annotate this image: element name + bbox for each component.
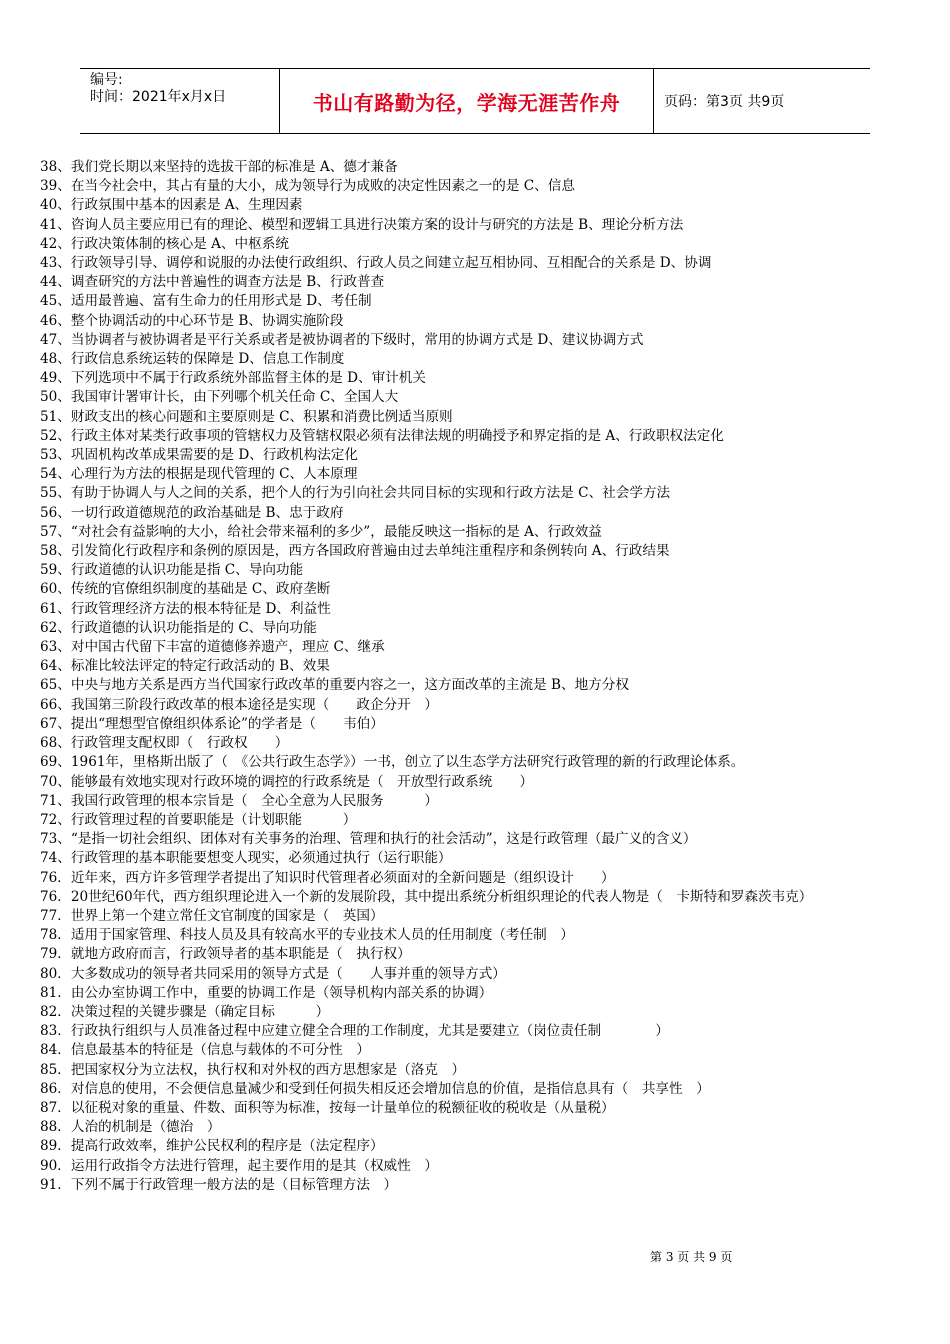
question-line: 66、我国第三阶段行政改革的根本途径是实现（ 政企分开 ） (40, 696, 438, 713)
question-line: 58、引发简化行政程序和条例的原因是，西方各国政府普遍由过去单纯注重程序和条例转向 A、行政结果 (40, 543, 670, 560)
question-line: 45、适用最普遍、富有生命力的任用形式是 D、考任制 (40, 293, 372, 310)
question-line: 88．人治的机制是（德治 ） (40, 1119, 221, 1136)
question-line: 71、我国行政管理的根本宗旨是（ 全心全意为人民服务 ） (40, 792, 438, 809)
question-line: 84．信息最基本的特征是（信息与载体的不可分性 ） (40, 1042, 370, 1059)
question-line: 68、行政管理支配权即（ 行政权 ） (40, 735, 289, 752)
question-line: 46、整个协调活动的中心环节是 B、协调实施阶段 (40, 312, 344, 329)
question-line: 64、标准比较法评定的特定行政活动的 B、效果 (40, 658, 330, 675)
question-line: 74、行政管理的基本职能要想变人现实，必须通过执行（运行职能） (40, 850, 452, 867)
question-line: 54、心理行为方法的根据是现代管理的 C、人本原理 (40, 466, 358, 483)
header-motto: 书山有路勤为径，学海无涯苦作舟 (280, 69, 654, 133)
question-line: 72、行政管理过程的首要职能是（计划职能 ） (40, 811, 357, 828)
question-line: 70、能够最有效地实现对行政环境的调控的行政系统是（ 开放型行政系统 ） (40, 773, 534, 790)
question-line: 81．由公办室协调工作中，重要的协调工作是（领导机构内部关系的协调） (40, 984, 493, 1001)
question-line: 51、财政支出的核心问题和主要原则是 C、积累和消费比例适当原则 (40, 408, 453, 425)
question-line: 59、行政道德的认识功能是指 C、导向功能 (40, 562, 304, 579)
question-line: 40、行政氛围中基本的因素是 A、生理因素 (40, 197, 303, 214)
question-line: 48、行政信息系统运转的保障是 D、信息工作制度 (40, 351, 345, 368)
question-line: 50、我国审计署审计长，由下列哪个机关任命 C、全国人大 (40, 389, 399, 406)
header-page-info: 页码：第3页 共9页 (664, 94, 785, 110)
question-line: 76．近年来，西方许多管理学者提出了知识时代管理者必须面对的全新问题是（组织设计 ） (40, 869, 615, 886)
question-line: 49、下列选项中不属于行政系统外部监督主体的是 D、审计机关 (40, 370, 426, 387)
question-line: 61、行政管理经济方法的根本特征是 D、利益性 (40, 600, 331, 617)
question-line: 80．大多数成功的领导者共同采用的领导方式是（ 人事并重的领导方式） (40, 965, 506, 982)
question-line: 39、在当今社会中，其占有量的大小，成为领导行为成败的决定性因素之一的是 C、信息 (40, 178, 575, 195)
question-line: 53、巩固机构改革成果需要的是 D、行政机构法定化 (40, 447, 358, 464)
serial-label: 编号: (90, 72, 123, 88)
question-line: 56、一切行政道德规范的政治基础是 B、忠于政府 (40, 504, 344, 521)
question-line: 82．决策过程的关键步骤是（确定目标 ） (40, 1003, 330, 1020)
question-line: 47、当协调者与被协调者是平行关系或者是被协调者的下级时，常用的协调方式是 D、建议协调方式 (40, 331, 644, 348)
question-line: 55、有助于协调人与人之间的关系，把个人的行为引向社会共同目标的实现和行政方法是 C、社会学方法 (40, 485, 671, 502)
page-header (80, 68, 870, 134)
question-line: 79．就地方政府而言，行政领导者的基本职能是（ 执行权） (40, 946, 411, 963)
question-line: 52、行政主体对某类行政事项的管辖权力及管辖权限必须有法律法规的明确授予和界定指的是 A、行政职权法定化 (40, 427, 724, 444)
question-line: 67、提出“理想型官僚组织体系论”的学者是（ 韦伯） (40, 715, 384, 732)
question-line: 63、对中国古代留下丰富的道德修养遗产，理应 C、继承 (40, 639, 385, 656)
time-label: 时间：2021年x月x日 (90, 89, 227, 105)
question-line: 85．把国家权分为立法权，执行权和对外权的西方思想家是（洛克 ） (40, 1061, 466, 1078)
question-line: 65、中央与地方关系是西方当代国家行政改革的重要内容之一，这方面改革的主流是 B、地方分权 (40, 677, 629, 694)
question-line: 62、行政道德的认识功能指是的 C、导向功能 (40, 619, 317, 636)
question-line: 42、行政决策体制的核心是 A、中枢系统 (40, 235, 289, 252)
question-line: 89．提高行政效率，维护公民权利的程序是（法定程序） (40, 1138, 384, 1155)
question-line: 43、行政领导引导、调停和说服的办法使行政组织、行政人员之间建立起互相协同、互相配合的关系是 D、协调 (40, 255, 712, 272)
question-line: 69、1961年，里格斯出版了（ 《公共行政生态学》）一书，创立了以生态学方法研究行政管理的新的行政理论体系。 (40, 754, 745, 771)
question-line: 41、咨询人员主要应用已有的理论、模型和逻辑工具进行决策方案的设计与研究的方法是 B、理论分析方法 (40, 216, 684, 233)
question-line: 38、我们党长期以来坚持的选拔干部的标准是 A、德才兼备 (40, 159, 398, 175)
question-line: 60、传统的官僚组织制度的基础是 C、政府垄断 (40, 581, 331, 598)
question-line: 91．下列不属于行政管理一般方法的是（目标管理方法 ） (40, 1176, 398, 1193)
question-line: 77．世界上第一个建立常任文官制度的国家是（ 英国） (40, 907, 384, 924)
header-left-cell (80, 69, 280, 133)
question-line: 44、调查研究的方法中普遍性的调查方法是 B、行政普查 (40, 274, 385, 291)
question-line: 86．对信息的使用，不会便信息量减少和受到任何损失相反还会增加信息的价值，是指信息具有（ 共享性 ） (40, 1080, 710, 1097)
question-line: 73、“是指一切社会组织、团体对有关事务的治理、管理和执行的社会活动”，这是行政管理（最广义的含义） (40, 831, 697, 848)
question-line: 83．行政执行组织与人员准备过程中应建立健全合理的工作制度，尤其是要建立（岗位责任制 ） (40, 1023, 670, 1040)
question-line: 78．适用于国家管理、科技人员及具有较高水平的专业技术人员的任用制度（考任制 ） (40, 927, 574, 944)
question-line: 76．20世纪60年代，西方组织理论进入一个新的发展阶段，其中提出系统分析组织理论的代表人物是（ 卡斯特和罗森茨韦克） (40, 888, 813, 905)
question-list (40, 158, 920, 1195)
question-line: 90．运用行政指令方法进行管理，起主要作用的是其（权威性 ） (40, 1157, 438, 1174)
page-footer: 第 3 页 共 9 页 (650, 1250, 733, 1264)
question-line: 87．以征税对象的重量、件数、面积等为标准，按每一计量单位的税额征收的税收是（从量税） (40, 1099, 615, 1116)
question-line: 57、“对社会有益影响的大小，给社会带来福利的多少”，最能反映这一指标的是 A、行政效益 (40, 523, 602, 540)
